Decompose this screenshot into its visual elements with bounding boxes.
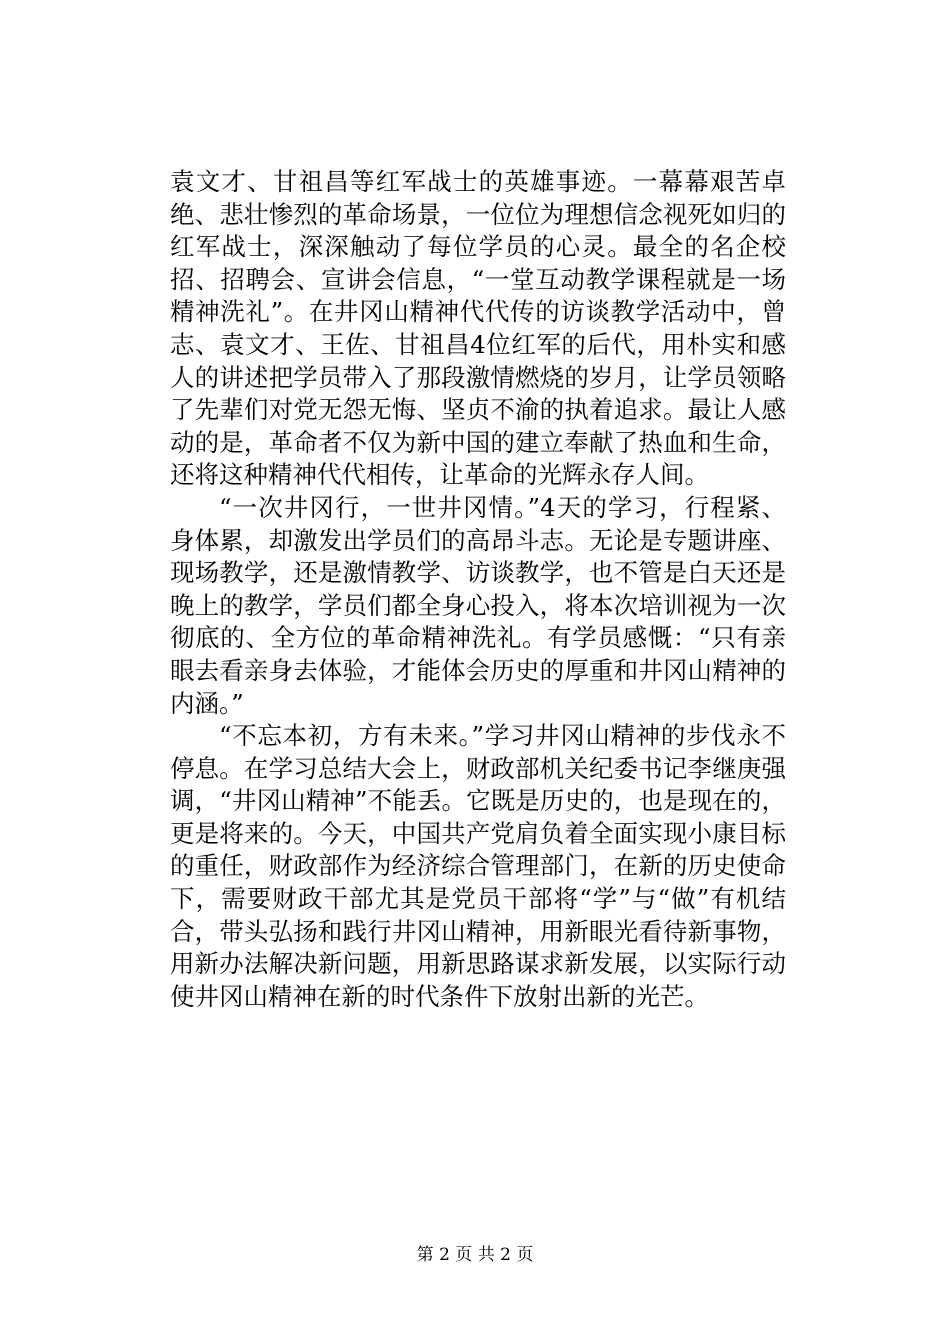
- document-body: [170, 166, 786, 1013]
- page-number-label: 第 2 页 共 2 页: [416, 1245, 534, 1265]
- paragraph-3: “不忘本初，方有未来。”学习井冈山精神的步伐永不停息。在学习总结大会上，财政部机关纪委书记李继庚强调，“井冈山精神”不能丢。它既是历史的，也是现在的，更是将来的。今天，中国共产党肩负着全面实现小康目标的重任，财政部作为经济综合管理部门，在新的历史使命下，需要财政干部尤其是党员干部将“学”与“做”有机结合，带头弘扬和践行井冈山精神，用新眼光看待新事物，用新办法解决新问题，用新思路谋求新发展，以实际行动使井冈山精神在新的时代条件下放射出新的光芒。: [170, 721, 786, 1011]
- paragraph-2: “一次井冈行，一世井冈情。”4天的学习，行程紧、身体累，却激发出学员们的高昂斗志。无论是专题讲座、现场教学，还是激情教学、访谈教学，也不管是白天还是晚上的教学，学员们都全身心投入，将本次培训视为一次彻底的、全方位的革命精神洗礼。有学员感慨：“只有亲眼去看亲身去体验，才能体会历史的厚重和井冈山精神的内涵。”: [170, 492, 786, 718]
- page-footer: [0, 1244, 950, 1266]
- paragraph-1: 袁文才、甘祖昌等红军战士的英雄事迹。一幕幕艰苦卓绝、悲壮惨烈的革命场景，一位位为理想信念视死如归的红军战士，深深触动了每位学员的心灵。最全的名企校招、招聘会、宣讲会信息，“一堂互动教学课程就是一场精神洗礼”。在井冈山精神代代传的访谈教学活动中，曾志、袁文才、王佐、甘祖昌4位红军的后代，用朴实和感人的讲述把学员带入了那段激情燃烧的岁月，让学员领略了先辈们对党无怨无悔、坚贞不渝的执着追求。最让人感动的是，革命者不仅为新中国的建立奉献了热血和生命，还将这种精神代代相传，让革命的光辉永存人间。: [170, 167, 786, 490]
